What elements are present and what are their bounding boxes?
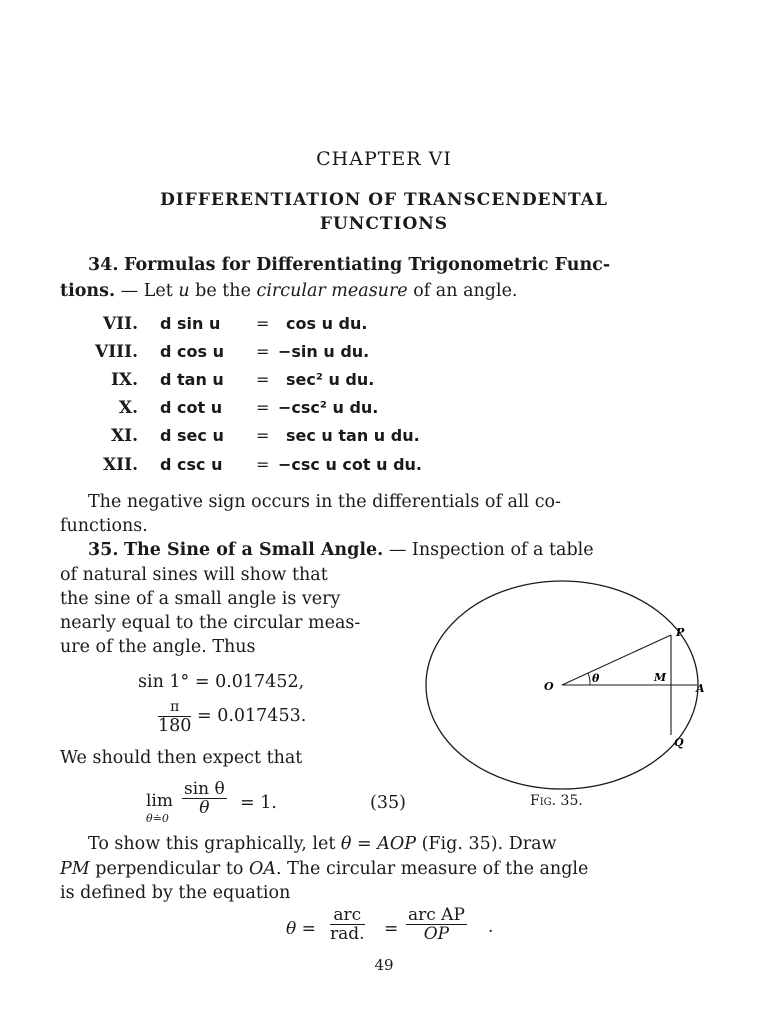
formula-equals: =	[256, 314, 270, 333]
figure-35	[420, 570, 720, 790]
sine-one-degree-equation: sin 1° = 0.017452,	[138, 672, 305, 692]
def-period: .	[488, 917, 494, 937]
formula-number: XII.	[102, 455, 138, 475]
formula-lhs: d csc u	[160, 455, 223, 474]
formula-row-xii	[60, 455, 620, 483]
page-number: 49	[374, 956, 394, 974]
formula-row-viii	[60, 342, 620, 370]
limit-fraction	[182, 780, 227, 817]
section-35-line5: ure of the angle. Thus	[60, 637, 256, 657]
formula-number: VIII.	[95, 342, 138, 362]
section-35-line1: Inspection of a table	[411, 540, 594, 560]
pi-numerator: π	[158, 698, 191, 717]
graph-line2-d: . The circular measure of the angle	[275, 859, 589, 879]
graph-oa: OA	[248, 859, 276, 879]
section-34-title-b: tions.	[60, 281, 116, 301]
formula-equals: =	[256, 455, 270, 474]
section-34-number: 34.	[88, 255, 119, 275]
em-dash: —	[388, 540, 407, 560]
graph-line1-c: (Fig. 35). Draw	[416, 834, 557, 854]
formula-row-vii	[60, 314, 620, 342]
graph-line2	[60, 857, 588, 881]
def-denominator-2: OP	[423, 924, 450, 944]
section-35-line4: nearly equal to the circular meas-	[60, 613, 361, 633]
formula-rhs: cos u du.	[286, 314, 368, 333]
formula-rhs: sec² u du.	[286, 370, 375, 389]
formula-number: X.	[118, 398, 138, 418]
limit-denominator: θ	[199, 798, 210, 818]
graph-line2-b: perpendicular to	[89, 859, 249, 879]
formula-equals: =	[256, 398, 270, 417]
intro-u: u	[178, 281, 190, 301]
intro-circular-measure: circular measure	[256, 281, 408, 301]
label-q: Q	[674, 736, 684, 749]
limit-numerator: sin θ	[184, 779, 225, 799]
chapter-title-line1: DIFFERENTIATION OF TRANSCENDENTAL	[160, 190, 608, 210]
pi-fraction	[158, 698, 191, 735]
limit-rhs: = 1.	[240, 793, 277, 813]
def-equals: =	[384, 919, 399, 939]
formula-equals: =	[256, 426, 270, 445]
formula-rhs: sec u tan u du.	[286, 426, 420, 445]
formula-equals: =	[256, 370, 270, 389]
chapter-heading: CHAPTER VI	[316, 148, 452, 170]
theta-arc	[588, 673, 590, 685]
label-m: M	[654, 671, 667, 684]
section-35-title: The Sine of a Small Angle.	[124, 540, 384, 560]
formula-rhs: −sin u du.	[278, 342, 370, 361]
def-fraction-1	[330, 906, 365, 943]
section-34-intro	[60, 279, 518, 303]
graph-line3: is defined by the equation	[60, 883, 291, 903]
expect-text: We should then expect that	[60, 748, 303, 768]
def-lhs: θ =	[286, 919, 316, 939]
section-34-heading	[88, 253, 610, 277]
graph-line1	[88, 832, 557, 856]
negative-sign-text-a: The negative sign occurs in the differentials of all co-	[88, 492, 561, 512]
pi-denominator: 180	[158, 716, 192, 736]
lim-subscript: θ≐0	[146, 812, 169, 825]
lim-label: lim	[146, 791, 173, 811]
negative-sign-text-b: functions.	[60, 516, 148, 536]
graph-line1-a: To show this graphically, let	[88, 834, 341, 854]
formula-number: IX.	[110, 370, 138, 390]
def-denominator-1: rad.	[330, 924, 365, 944]
chapter-title-line2: FUNCTIONS	[319, 214, 449, 234]
def-fraction-2	[406, 906, 467, 943]
graph-theta-aop: θ = AOP	[340, 834, 417, 854]
formula-rhs: −csc u cot u du.	[278, 455, 423, 474]
formula-equals: =	[256, 342, 270, 361]
label-o: O	[544, 680, 554, 693]
figure-caption: Fig. 35.	[530, 793, 583, 809]
limit-expression	[146, 780, 236, 830]
formula-lhs: d sec u	[160, 426, 224, 445]
def-numerator-1: arc	[330, 906, 365, 925]
label-theta: θ	[592, 672, 600, 685]
section-35-line3: the sine of a small angle is very	[60, 589, 341, 609]
definition-equation	[286, 906, 516, 954]
formula-number: XI.	[110, 426, 138, 446]
intro-text-d: of an angle.	[407, 281, 518, 301]
section-34-title-a: Formulas for Differentiating Trigonometric Func-	[124, 255, 611, 275]
equation-number-35: (35)	[370, 793, 406, 813]
intro-text-a: Let	[143, 281, 179, 301]
formula-lhs: d sin u	[160, 314, 221, 333]
em-dash: —	[120, 281, 139, 301]
section-35-number: 35.	[88, 540, 119, 560]
formula-row-x	[60, 398, 620, 426]
formula-row-ix	[60, 370, 620, 398]
formula-number: VII.	[102, 314, 138, 334]
formula-lhs: d cos u	[160, 342, 224, 361]
def-numerator-2: arc AP	[408, 905, 465, 925]
label-p: P	[676, 626, 685, 639]
formula-row-xi	[60, 426, 620, 454]
graph-pm: PM	[60, 859, 90, 879]
label-a: A	[696, 682, 705, 695]
formula-lhs: d cot u	[160, 398, 223, 417]
intro-text-b: be the	[189, 281, 257, 301]
pi-equation-rhs: = 0.017453.	[196, 706, 307, 726]
section-35-heading	[88, 538, 594, 562]
formula-lhs: d tan u	[160, 370, 224, 389]
formula-rhs: −csc² u du.	[278, 398, 379, 417]
pi-over-180-equation	[158, 698, 306, 735]
section-35-line2: of natural sines will show that	[60, 565, 328, 585]
